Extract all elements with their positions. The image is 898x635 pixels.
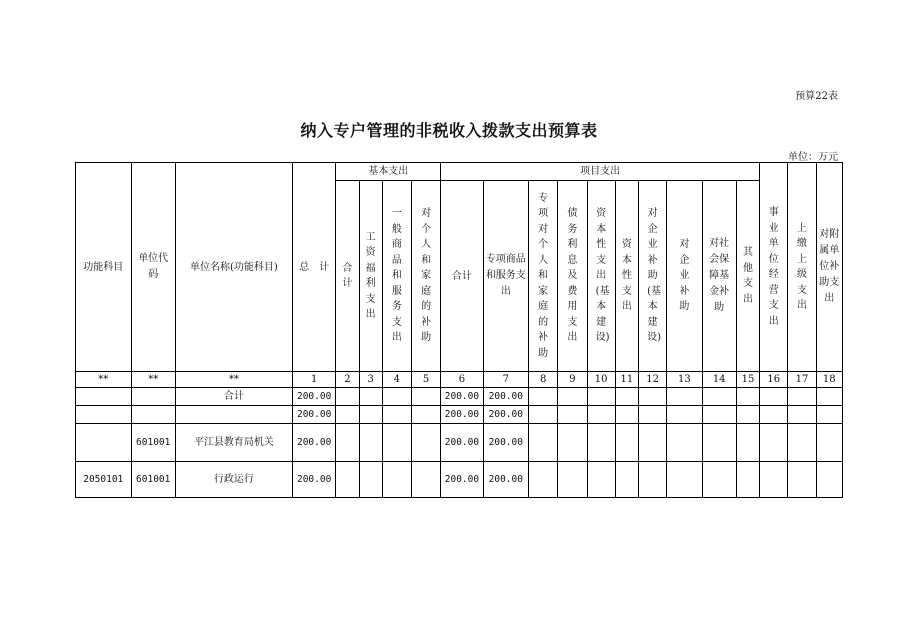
table-row — [76, 406, 843, 424]
index-cell: 7 — [483, 372, 528, 388]
header-upper-level: 上缴上级支出 — [788, 163, 816, 372]
index-cell: 9 — [558, 372, 587, 388]
index-cell: 15 — [736, 372, 759, 388]
budget-table — [75, 162, 843, 498]
index-cell: 6 — [441, 372, 483, 388]
header-unit-name: 单位名称(功能科目) — [175, 163, 292, 372]
index-cell: 12 — [638, 372, 666, 388]
cell-func — [76, 388, 132, 406]
cell-proj-sum: 200.00 — [441, 462, 483, 498]
table-row — [76, 424, 843, 462]
header-proj-debt: 债务利息及费用支出 — [558, 181, 587, 372]
index-cell: 5 — [411, 372, 440, 388]
header-unit-code: 单位代码 — [131, 163, 175, 372]
index-cell: 13 — [667, 372, 702, 388]
index-cell: 2 — [336, 372, 359, 388]
cell-proj-sum: 200.00 — [441, 424, 483, 462]
index-cell: 16 — [760, 372, 788, 388]
cell-func — [76, 406, 132, 424]
index-cell: 17 — [788, 372, 816, 388]
table-row — [76, 462, 843, 498]
header-row-1 — [76, 163, 843, 181]
header-project-group: 项目支出 — [441, 163, 760, 181]
index-cell: 14 — [702, 372, 736, 388]
cell-name: 行政运行 — [175, 462, 292, 498]
header-proj-capital-build: 资本性支出(基本建设) — [587, 181, 615, 372]
cell-total: 200.00 — [292, 406, 335, 424]
index-cell: ** — [131, 372, 175, 388]
header-proj-other: 其他支出 — [736, 181, 759, 372]
cell-proj-special: 200.00 — [483, 388, 528, 406]
index-cell: 4 — [382, 372, 411, 388]
header-proj-enterprise: 对企业补助 — [667, 181, 702, 372]
index-cell: ** — [175, 372, 292, 388]
page-title: 纳入专户管理的非税收入拨款支出预算表 — [300, 121, 598, 140]
header-func-subject: 功能科目 — [76, 163, 132, 372]
header-basic-wage: 工资福利支出 — [359, 181, 382, 372]
index-cell: ** — [76, 372, 132, 388]
cell-proj-special: 200.00 — [483, 424, 528, 462]
index-cell: 1 — [292, 372, 335, 388]
index-row — [76, 372, 843, 388]
header-proj-family: 专项对个人和家庭的补助 — [529, 181, 558, 372]
cell-proj-special: 200.00 — [483, 406, 528, 424]
index-cell: 3 — [359, 372, 382, 388]
cell-name: 合计 — [175, 388, 292, 406]
header-proj-capital: 资本性支出 — [615, 181, 638, 372]
header-biz-operation: 事业单位经营支出 — [760, 163, 788, 372]
header-proj-enterprise-build: 对企业补助(基本建设) — [638, 181, 666, 372]
cell-total: 200.00 — [292, 388, 335, 406]
form-number: 预算22表 — [795, 91, 838, 102]
cell-code — [131, 406, 175, 424]
cell-total: 200.00 — [292, 462, 335, 498]
cell-proj-sum: 200.00 — [441, 388, 483, 406]
table-row — [76, 388, 843, 406]
cell-proj-special: 200.00 — [483, 462, 528, 498]
header-basic-group: 基本支出 — [336, 163, 441, 181]
index-cell: 10 — [587, 372, 615, 388]
header-proj-special: 专项商品和服务支出 — [483, 181, 528, 372]
cell-code: 601001 — [131, 424, 175, 462]
cell-proj-sum: 200.00 — [441, 406, 483, 424]
cell-code: 601001 — [131, 462, 175, 498]
header-basic-sum: 合计 — [336, 181, 359, 372]
cell-total: 200.00 — [292, 424, 335, 462]
index-cell: 18 — [816, 372, 842, 388]
cell-name — [175, 406, 292, 424]
header-proj-social: 对社会保障基金补助 — [702, 181, 736, 372]
header-proj-sum: 合计 — [441, 181, 483, 372]
header-basic-goods: 一般商品和服务支出 — [382, 181, 411, 372]
unit-label: 单位：万元 — [788, 152, 838, 163]
cell-code — [131, 388, 175, 406]
header-affiliated: 对附属单位补助支出 — [816, 163, 842, 372]
header-total: 总 计 — [292, 163, 335, 372]
cell-name: 平江县教育局机关 — [175, 424, 292, 462]
cell-func: 2050101 — [76, 462, 132, 498]
header-basic-family: 对个人和家庭的补助 — [411, 181, 440, 372]
index-cell: 11 — [615, 372, 638, 388]
cell-func — [76, 424, 132, 462]
index-cell: 8 — [529, 372, 558, 388]
